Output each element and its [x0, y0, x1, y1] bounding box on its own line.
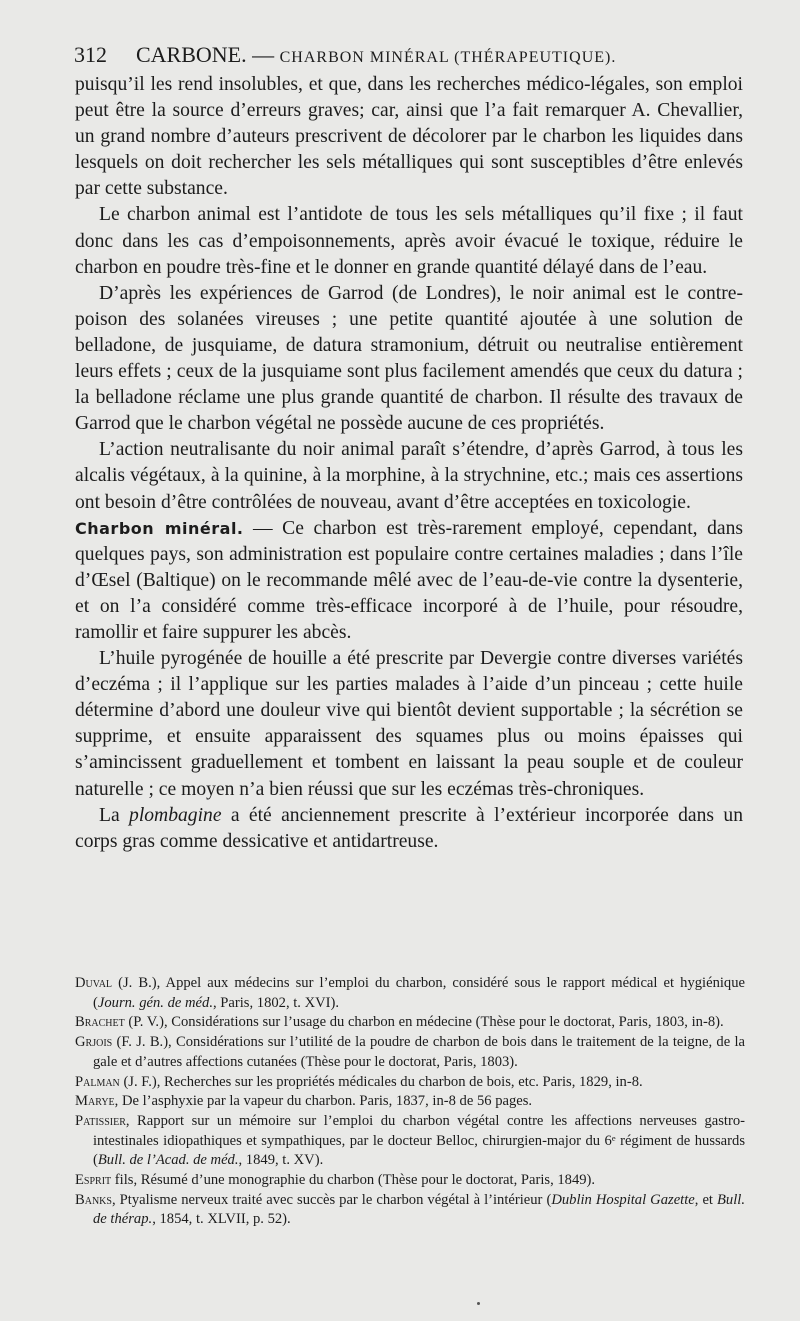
- reference-entry: Brachet (P. V.), Considérations sur l’usage du charbon en médecine (Thèse pour le doctorat, Paris, 1803, in-8).: [75, 1014, 724, 1031]
- reference-entry: Duval (J. B.), Appel aux médecins sur l’emploi du charbon, considéré sous le rapport médical et hygiénique (Journ. gén. de méd., Paris, 1802, t. XVI).: [75, 975, 745, 1011]
- reference-entry: Palman (J. F.), Recherches sur les propriétés médicales du charbon de bois, etc. Paris, 1829, in-8.: [75, 1073, 643, 1090]
- paragraph-1: puisqu’il les rend insolubles, et que, dans les recherches médico-légales, son emploi peut être la source d’erreurs graves; car, ainsi que l’a fait remarquer A. Chevallier, un grand nombre d’auteurs prescrivent de décolorer par le charbon les liquides dans lesquels on doit rechercher les sels métalliques qui sont susceptibles d’être enlevés par cette substance.: [75, 74, 743, 200]
- running-header: [74, 40, 754, 70]
- paragraph-4: L’action neutralisante du noir animal paraît s’étendre, d’après Garrod, à tous les alcalis végétaux, à la quinine, à la morphine, à la strychnine, etc.; mais ces assertions ont besoin d’être contrôlées de nouveau, avant d’être acceptées en toxicologie.: [75, 439, 743, 513]
- page-number: 312: [74, 42, 107, 67]
- section-text: — Ce charbon est très-rarement employé, cependant, dans quelques pays, son administration est populaire contre certaines maladies ; dans l’île d’Œsel (Baltique) on le recommande mêlé avec de l’eau-de-vie contre la dysenterie, et on l’a considéré comme très-efficace incorporé à de l’huile, pour résoudre, ramollir et faire suppurer les abcès.: [75, 517, 744, 643]
- reference-entry: Patissier, Rapport sur un mémoire sur l’emploi du charbon végétal contre les affections nerveuses gastro-intestinales idiopathiques et sympathiques, par le docteur Belloc, chirurgien-major du 6ᵉ régiment de hussards (Bull. de l’Acad. de méd., 1849, t. XV).: [75, 1112, 745, 1169]
- plombagine-term: plombagine: [129, 804, 222, 826]
- section-charbon-mineral: [75, 516, 743, 646]
- plombagine-before: La: [99, 804, 130, 826]
- paragraph-huile: L’huile pyrogénée de houille a été prescrite par Devergie contre diverses variétés d’eczéma ; il l’applique sur les parties malades à l’aide d’un pinceau ; cette huile détermine d’abord une douleur vive qui bientôt devient supportable ; la sécrétion se supprime, et ensuite apparaissent des squames plus ou moins épaisses qui s’amincissent graduellement et tombent en laissant la peau souple et de couleur naturelle ; ce moyen n’a bien réussi que sur les eczémas très-chroniques.: [75, 648, 743, 800]
- print-speck: [477, 1302, 480, 1305]
- section-title: Charbon minéral.: [75, 518, 244, 538]
- paragraph-plombagine: [75, 803, 743, 855]
- paragraph-3: D’après les expériences de Garrod (de Londres), le noir animal est le contre-poison des solanées vireuses ; une petite quantité ajoutée à une solution de belladone, de jusquiame, de datura stramonium, détruit ou neutralise entièrement leurs effets ; ceux de la jusquiame sont plus facilement amendés que ceux du datura ; la belladone réclame une plus grande quantité de charbon. Il résulte des travaux de Garrod que le charbon végétal ne possède aucune de ces propriétés.: [75, 282, 743, 435]
- main-text: [75, 72, 743, 855]
- reference-entry: Grjois (F. J. B.), Considérations sur l’utilité de la poudre de charbon de bois dans le traitement de la teigne, de la gale et d’autres affections cutanées (Thèse pour le doctorat, Paris, 1803).: [75, 1034, 745, 1070]
- header-subtitle: CHARBON MINÉRAL (THÉRAPEUTIQUE).: [279, 49, 617, 66]
- references: [75, 974, 745, 1230]
- reference-entry: Esprit fils, Résumé d’une monographie du charbon (Thèse pour le doctorat, Paris, 1849).: [75, 1172, 596, 1189]
- reference-entry: Marye, De l’asphyxie par la vapeur du charbon. Paris, 1837, in-8 de 56 pages.: [75, 1093, 533, 1110]
- plombagine-after: a été anciennement prescrite à l’extérieur incorporée dans un corps gras comme dessicative et antidartreuse.: [75, 804, 743, 852]
- reference-entry: Banks, Ptyalisme nerveux traité avec succès par le charbon végétal à l’intérieur (Dublin Hospital Gazette, et Bull. de thérap., 1854, t. XLVII, p. 52).: [75, 1191, 745, 1228]
- header-title: CARBONE.: [136, 42, 247, 67]
- paragraph-2: Le charbon animal est l’antidote de tous les sels métalliques qu’il fixe ; il faut donc dans les cas d’empoisonnements, après avoir évacué le toxique, réduire le charbon en poudre très-fine et le donner en grande quantité délayé dans de l’eau.: [75, 204, 743, 278]
- header-dash: —: [246, 42, 280, 67]
